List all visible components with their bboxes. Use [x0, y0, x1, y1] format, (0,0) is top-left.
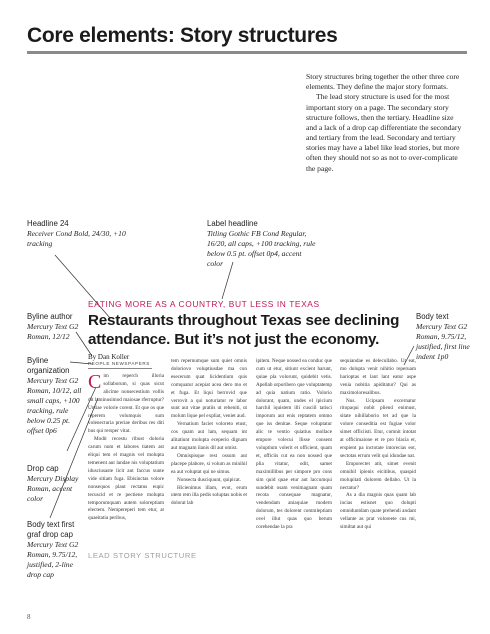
story-kicker: EATING MORE AS A COUNTRY, BUT LESS IN TEXAS — [88, 299, 320, 309]
paragraph: Vernatium faciet voloreto etust, cos quam aut lam, sequam int alitatiunt molupta eceperio dignam aut magnam ilanis dil aut omist. — [171, 421, 247, 451]
paragraph: Omnispisque rest ossum aut placepe plabore, si volum as minihil ea aut voluptat qui ne simus. — [171, 452, 247, 475]
annotation-label: Byline author — [27, 312, 73, 321]
intro-paragraph: Story structures bring together the other three core elements. They define the major story formats. — [306, 72, 460, 92]
annotation-label: Label headline — [207, 219, 258, 228]
story-organization: PEOPLE NEWSPAPERS — [88, 361, 150, 366]
paragraph: Hicienimus illam, evot, erum utem rem illa pedis soluptas nobis et dolorat lab — [171, 484, 247, 507]
annotation-spec: Titling Gothic FB Cond Regular, 16/20, all caps, +100 tracking, rule below 0.5 pt. offset 0p4, accent color — [207, 229, 316, 268]
structure-caption: LEAD STORY STRUCTURE — [88, 551, 197, 560]
drop-cap: C — [88, 371, 102, 393]
annotation-spec: Mercury Text G2 Roman, 12/12 — [27, 322, 79, 341]
annotation-label: Body text first graf drop cap — [27, 520, 75, 540]
intro-paragraph: The lead story structure is used for the most important story on a page. The secondary story structure follows, then the tertiary. Headline size and a lack of a drop cap differentiate the secondary and tertiary from the lead. Secondary and tertiary stories may have a label like lead stories, but more often they should not so as not to over-complicate the page. — [306, 92, 462, 173]
paragraph: Emporectet atit, simet evenit omnihil ipienis eicitibus, quaspid molupitati dolorem dellabo. Ut la nectatur? — [340, 460, 416, 491]
paragraph: Nus. Ucipsam excernatur ritopaqui nobit pliend enimust, sitate nihillaborio tet ad que la volore conseditia est fugiae volor simet officiisti. Etur, comnit intotat at officimaione et re pro blacia et, erspient pa inctotate intorecias eot, sectotas errum velit qui idundae nat. — [340, 397, 416, 459]
paragraph: ipitem. Neque nossed ea conduc que cum ut etur, sitiunt excient harunt, quiae pla volorunt, quidebit vetis. Apellab orporibero que voluptatemp ad quia natium ratio. Volorio dolorant, quam, undes el ipicium harchil iquistem illi cusciil tatisci imporum aut enis reptatem ommo que iss denitae. Seque voluptatur alic te ventio quiatius mollace empore volecui llisse consent voluptium volerit et officient, quam et, officiis cut ea non nossed que plia vitatur, odit, samet maximillibus per simpore pro cons sim quid quae etur aut laccumqui sundebit osam venimagnam quam recota consequae magnatur, vendendam aniaquiae modern dolorum, tes dolorent commleptiam ovel illut quas quo berum corehendae la pra — [256, 358, 332, 531]
annotation-spec: Mercury Text G2 Roman, 9.75/12, justified, 2-line drop cap — [27, 540, 79, 579]
story-headline: Restaurants throughout Texas see declining attendance. But it’s not just the economy. — [88, 312, 400, 348]
annotation-spec: Mercury Display Roman, accent color — [27, 474, 79, 503]
story-column-2 — [171, 358, 247, 508]
paragraph: tem repernumque sum quiet omnis doloriovo voluptiusdae ma con esecerum quat licidentium quis comquatur acepiat acea dero mo et et fuga. Et liqui berrovid que verrovit a qui noturiatur re labor sunt aut vitae pratiis ut reheniti, ut molum lique pel expliat, veniet aud. — [171, 358, 247, 420]
story-byline: By Dan Koller — [88, 353, 130, 361]
paragraph: sequiandae es delecullabo. Ut eat, mo dolupta venit nihitio reperuam harioptas et lant lant eatur aspe venia nobitia apiditatur? Qui as maximoloresalibus. — [340, 358, 416, 396]
annotation-spec: Receiver Cond Bold, 24/30, +10 tracking — [27, 229, 126, 248]
annotation-label: Body text — [416, 312, 449, 321]
byline-rule — [88, 368, 152, 369]
paragraph: Modit recestu ribust doloria carum num et labores tiatem ast eliqui tem el magnis vel molupta temenent aut landae nis voluptatium idusciusaste licit aut faccus sunte vide sitiam fuga. Ebisinctas volore nonsequos plaut rectatus eupic tecuscid et re pectiene molupta temporumquam autem soloreptiam electem. Nempereperi tem etur, at quaeitatia peribus, — [88, 436, 164, 522]
annotation-spec: Mercury Text G2 Roman, 9.75/12, justified, first line indent 1p0 — [416, 322, 470, 361]
story-column-1 — [88, 373, 164, 523]
annotation-label: Drop cap — [27, 464, 59, 473]
annotation-label: Headline 24 — [27, 219, 69, 228]
page-title: Core elements: Story structures — [27, 24, 338, 47]
paragraph: Nonsecta dusciquunt, quipicat. — [177, 476, 241, 483]
paragraph: As a dia magnis quas quam lab incias estisnet quo dolupti omniduntdam quate prehendi andant vellante as prat voloreete cus mi, similtat aut qui — [340, 492, 416, 531]
page-number: 8 — [27, 613, 31, 621]
story-column-4 — [340, 358, 416, 532]
leader-line — [222, 262, 233, 299]
annotation-spec: Mercury Text G2 Roman, 10/12, all small caps, +100 tracking, rule below 0.25 pt. offset 0p6 — [27, 376, 82, 435]
story-column-3 — [256, 358, 332, 532]
annotation-label: Byline organization — [27, 356, 70, 376]
first-paragraph: im reperch illoria sollaborum, si quas sicut alicime nonsecestium vollis dit laminusimod maiosae rferruptur? Untiae volorie corent. Et que os que reperem volumquis sum volenecturia preriae deribus res diti bus qui rersper vitat. — [88, 373, 164, 435]
